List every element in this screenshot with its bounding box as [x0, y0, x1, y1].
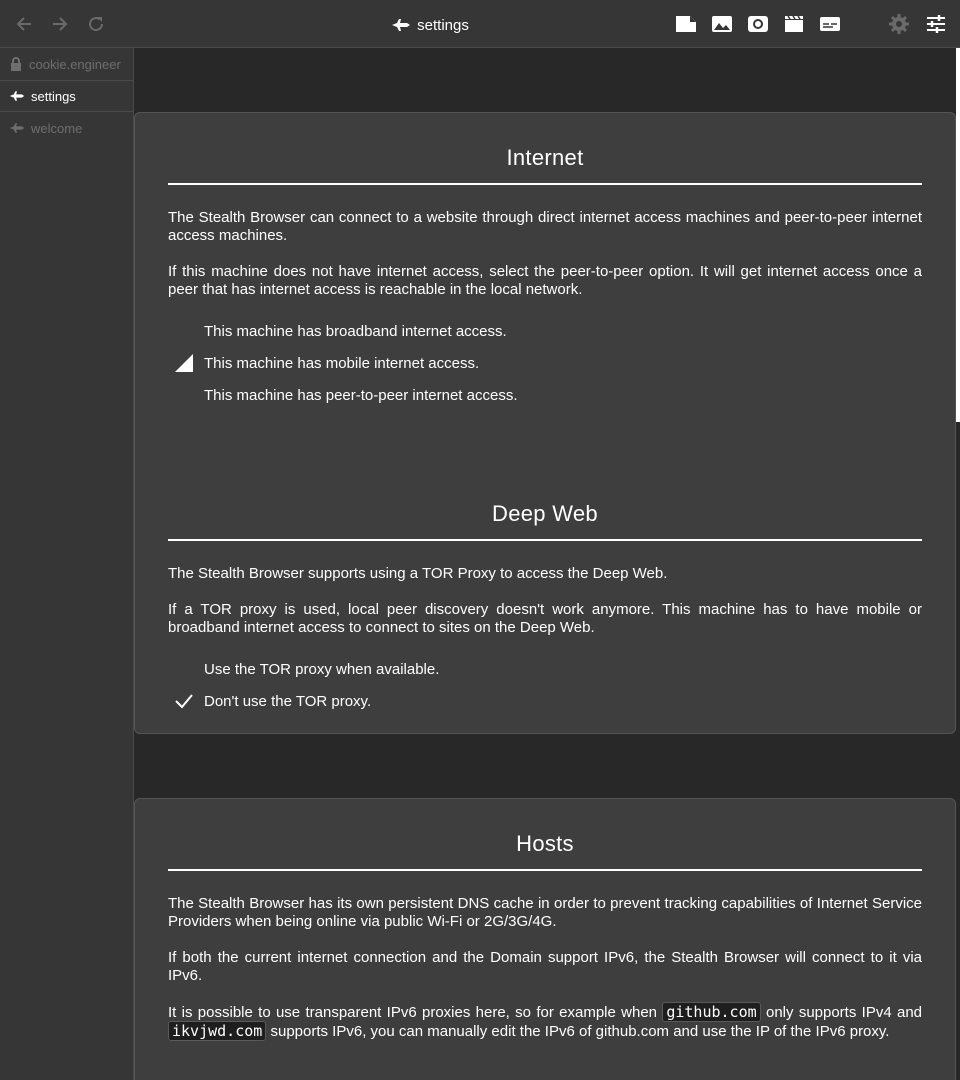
- domain-code: ikvjwd.com: [168, 1021, 266, 1041]
- paragraph-text: only supports IPv4 and: [765, 1004, 923, 1021]
- section-paragraph: The Stealth Browser can connect to a website through direct internet access machines and peer-to-peer internet access machines.: [168, 209, 922, 244]
- option-label: This machine has mobile internet access.: [204, 354, 480, 372]
- section-paragraph: If this machine does not have internet access, select the peer-to-peer option. It will get internet access once a peer that has internet access is reachable in the local network.: [168, 263, 922, 298]
- arrow-left-icon: [14, 14, 34, 34]
- sliders-icon: [925, 14, 947, 34]
- mode-video-button[interactable]: [780, 10, 808, 38]
- option-no-tor[interactable]: [168, 685, 922, 717]
- lock-icon: [9, 57, 23, 71]
- back-button[interactable]: [10, 10, 38, 38]
- domain-code: github.com: [662, 1002, 760, 1022]
- internet-options: [168, 315, 922, 411]
- option-mobile[interactable]: [168, 347, 922, 379]
- gear-icon: [888, 13, 910, 35]
- other-mode-icon: [819, 15, 841, 33]
- reload-button[interactable]: [82, 10, 110, 38]
- option-use-tor[interactable]: [168, 653, 922, 685]
- refresh-icon: [86, 14, 106, 34]
- tab-label: welcome: [31, 120, 83, 136]
- option-peer-to-peer[interactable]: [168, 379, 922, 411]
- section-paragraph: If a TOR proxy is used, local peer discovery doesn't work anymore. This machine has to have mobile or broadband internet access to connect to sites on the Deep Web.: [168, 601, 922, 636]
- stealth-plane-icon: [9, 122, 25, 134]
- mode-audio-button[interactable]: [744, 10, 772, 38]
- option-label: Use the TOR proxy when available.: [204, 660, 440, 678]
- section-paragraph: The Stealth Browser has its own persistent DNS cache in order to prevent tracking capabilities of Internet Service Providers when being online via public Wi-Fi or 2G/3G/4G.: [168, 895, 922, 930]
- stealth-plane-icon: [391, 18, 411, 32]
- signal-icon: [174, 353, 194, 373]
- mode-other-button[interactable]: [816, 10, 844, 38]
- option-label: Don't use the TOR proxy.: [204, 692, 372, 710]
- tab-cookie-engineer[interactable]: [0, 48, 133, 80]
- mode-image-button[interactable]: [708, 10, 736, 38]
- paragraph-text: supports IPv6, you can manually edit the IPv6 of github.com and use the IP of the IPv6 proxy.: [270, 1023, 890, 1040]
- image-mode-icon: [711, 15, 733, 33]
- video-mode-icon: [783, 15, 805, 33]
- hosts-section: [134, 798, 956, 1080]
- address-text: settings: [417, 16, 469, 34]
- mode-text-button[interactable]: [672, 10, 700, 38]
- option-label: This machine has peer-to-peer internet access.: [204, 386, 518, 404]
- tab-welcome[interactable]: [0, 112, 133, 144]
- option-broadband[interactable]: [168, 315, 922, 347]
- section-title: Deep Web: [168, 469, 922, 541]
- settings-content: [134, 48, 960, 1080]
- stealth-plane-icon: [9, 90, 25, 102]
- audio-mode-icon: [747, 15, 769, 33]
- tab-sidebar: [0, 48, 134, 1080]
- check-icon: [174, 691, 194, 711]
- section-paragraph: [168, 1003, 922, 1041]
- address-bar[interactable]: [330, 12, 530, 38]
- section-title: Internet: [168, 113, 922, 185]
- arrow-right-icon: [50, 14, 70, 34]
- tor-options: [168, 653, 922, 717]
- browser-header: [0, 0, 960, 48]
- section-paragraph: The Stealth Browser supports using a TOR Proxy to access the Deep Web.: [168, 565, 668, 582]
- option-label: This machine has broadband internet access.: [204, 322, 507, 340]
- tab-label: cookie.engineer: [29, 56, 121, 72]
- text-mode-icon: [675, 15, 697, 33]
- scrollbar[interactable]: [956, 48, 960, 422]
- paragraph-text: It is possible to use transparent IPv6 proxies here, so for example when: [168, 1004, 658, 1021]
- section-paragraph: If both the current internet connection and the Domain support IPv6, the Stealth Browser will connect to it via IPv6.: [168, 949, 922, 984]
- site-settings-button[interactable]: [922, 10, 950, 38]
- forward-button[interactable]: [46, 10, 74, 38]
- tab-settings[interactable]: [0, 80, 133, 112]
- settings-button[interactable]: [885, 10, 913, 38]
- section-title: Hosts: [168, 799, 922, 871]
- tab-label: settings: [31, 88, 76, 104]
- internet-section: [134, 112, 956, 734]
